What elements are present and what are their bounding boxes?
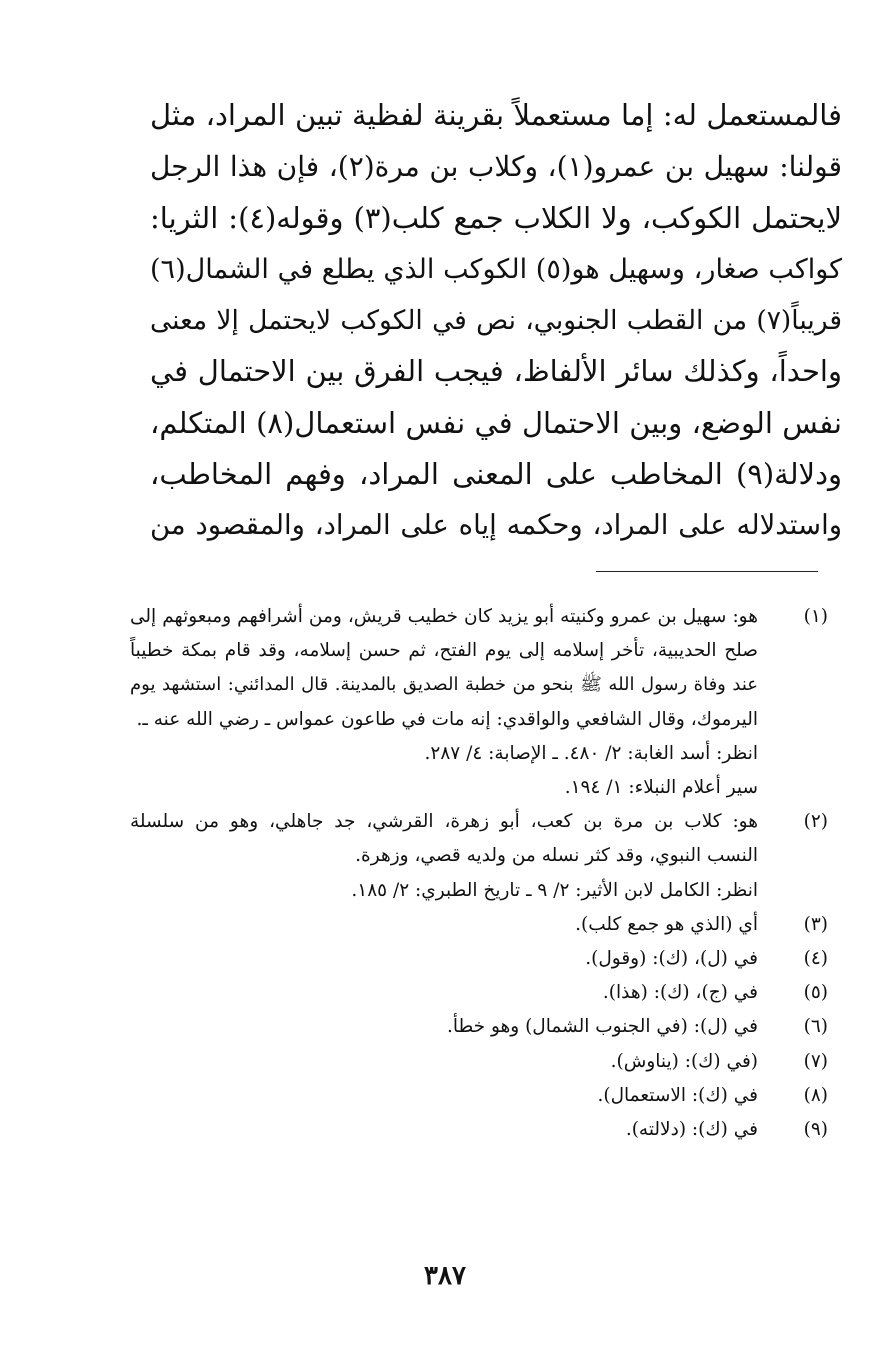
footnote-number: (٢) [803,811,828,833]
footnote-line: اليرموك، وقال الشافعي والواقدي: إنه مات في طاعون عمواس ـ رضي الله عنه ـ. [136,708,758,730]
footnote-line: هو: كلاب بن مرة بن كعب، أبو زهرة، القرشي، جد جاهلي، وهو من سلسلة [130,811,758,833]
footnote-5 [130,976,828,1010]
footnote-9 [130,1113,828,1147]
footnote-line: في (ج)، (ك): (هذا). [602,982,758,1004]
footnote-line: انظر: أسد الغابة: ٢/ ٤٨٠. ـ الإصابة: ٤/ ٢٨٧. [424,742,758,764]
footnote-3 [130,908,828,942]
footnote-7 [130,1045,828,1079]
footnote-text [130,805,758,908]
body-line: نفس الوضع، وبين الاحتمال في نفس استعمال(٨) المتكلم، [150,405,842,440]
footnote-number: (٨) [803,1084,828,1106]
footnote-line: عند وفاة رسول الله ﷺ بنحو من خطبة الصديق بالمدينة. قال المدائني: استشهد يوم [130,674,758,696]
footnote-number: (٧) [803,1050,828,1072]
footnote-line: هو: سهيل بن عمرو وكنيته أبو يزيد كان خطيب قريش، ومن أشرافهم ومبعوثهم إلى [130,606,758,627]
footnote-4 [130,942,828,976]
footnote-line: سير أعلام النبلاء: ١/ ١٩٤. [564,777,758,799]
footnote-number: (٣) [803,913,828,935]
footnote-number: (٩) [803,1119,828,1141]
footnote-number: (٦) [803,1016,828,1038]
body-line: واحداً، وكذلك سائر الألفاظ، فيجب الفرق بين الاحتمال في [150,354,842,389]
body-line: فالمستعمل له: إما مستعملاً بقرينة لفظية تبين المراد، مثل [150,98,842,132]
footnote-line: في (ل)، (ك): (وقول). [585,948,758,970]
body-line: واستدلاله على المراد، وحكمه إياه على المراد، والمقصود من [150,509,842,542]
body-line: قريباً(٧) من القطب الجنوبي، نص في الكوكب لايحتمل إلا معنى [150,305,842,337]
footnotes-section [130,600,828,1147]
footnote-line: انظر: الكامل لابن الأثير: ٢/ ٩ ـ تاريخ الطبري: ٢/ ١٨٥. [351,879,758,901]
footnote-number: (٥) [803,982,828,1004]
footnote-text [130,942,758,976]
footnote-text [130,1010,758,1044]
footnote-text [130,1113,758,1147]
footnote-6 [130,1010,828,1044]
footnote-number: (١) [803,606,828,627]
footnote-text [130,1079,758,1113]
footnote-line: (في (ك): (يناوش). [610,1050,758,1072]
footnote-text [130,600,758,805]
page-number: ٣٨٧ [424,1261,466,1291]
footnote-line: في (ك): الاستعمال). [597,1084,758,1106]
footnote-1 [130,600,828,805]
footnote-number: (٤) [803,948,828,970]
footnote-2 [130,805,828,908]
body-line: ودلالة(٩) المخاطب على المعنى المراد، وفهم المخاطب، [150,457,842,492]
footnote-text [130,976,758,1010]
footnote-text [130,1045,758,1079]
footnote-separator [596,571,818,572]
footnote-line: في (ل): (في الجنوب الشمال) وهو خطأ. [446,1016,758,1038]
footnote-line: أي (الذي هو جمع كلب). [575,913,758,935]
main-text-block [150,90,842,552]
footnote-line: النسب النبوي، وقد كثر نسله من ولديه قصي، وزهرة. [355,845,758,867]
body-line: كواكب صغار، وسهيل هو(٥) الكوكب الذي يطلع في الشمال(٦) [150,253,842,285]
footnote-8 [130,1079,828,1113]
body-line: لايحتمل الكوكب، ولا الكلاب جمع كلب(٣) وقوله(٤): الثريا: [150,200,842,235]
footnote-line: في (ك): (دلالته). [625,1119,758,1141]
body-line: قولنا: سهيل بن عمرو(١)، وكلاب بن مرة(٢)، فإن هذا الرجل [150,150,843,184]
footnote-text [130,908,758,942]
footnote-line: صلح الحديبية، تأخر إسلامه إلى يوم الفتح، ثم حسن إسلامه، وقد قام بمكة خطيباً [130,640,758,662]
